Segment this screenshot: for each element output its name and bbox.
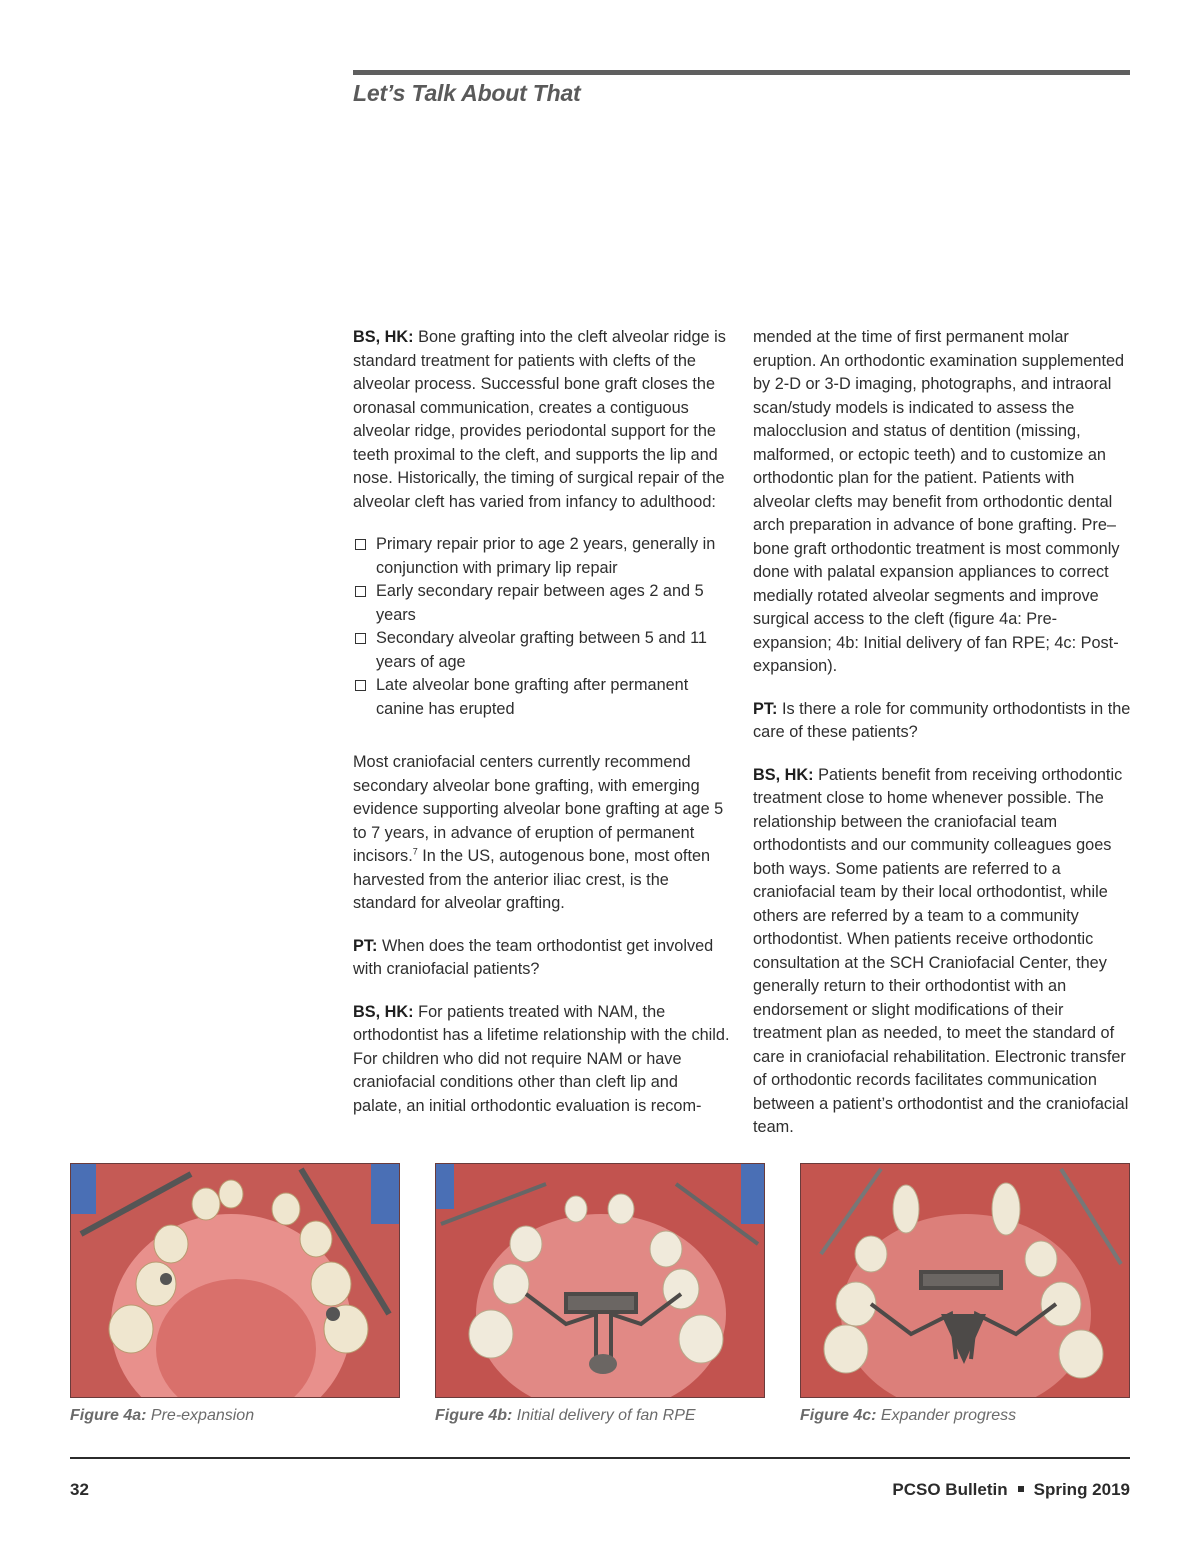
paragraph-text: Is there a role for community orthodontists in the care of these patients? (753, 699, 1131, 741)
caption-text: Expander progress (876, 1407, 1017, 1424)
list-item: Secondary alveolar grafting between 5 and 11 years of age (353, 627, 731, 674)
figure-label: Figure 4b: (435, 1407, 513, 1424)
paragraph-text: Patients benefit from receiving orthodontic treatment close to home whenever possible. The relationship between the craniofacial team orthodontists and our community colleagues goes both ways. Some patients are referred to a craniofacial team by their local orthodontist, while others are referred by a team to a community orthodontist. When patients receive orthodontic consultation at the SCH Craniofacial Center, they generally return to their orthodontist with an endorsement or slight modifications of their treatment plan as needed, to meet the standard of care in craniofacial rehabilitation. Electronic transfer of orthodontic records facilitates communication between a patient’s orthodontist and the craniofacial team. (753, 765, 1129, 1136)
paragraph-text: For patients treated with NAM, the orthodontist has a lifetime relationship with the child. For children who did not require NAM or have craniofacial conditions other than cleft lip and palate, an initial orthodontic evaluation is recom- (353, 1002, 730, 1115)
speaker-label: BS, HK: (353, 1002, 414, 1021)
separator-square-icon (1018, 1486, 1024, 1492)
publication-name: PCSO Bulletin (892, 1480, 1008, 1499)
list-item: Primary repair prior to age 2 years, generally in conjunction with primary lip repair (353, 533, 731, 580)
section-title: Let’s Talk About That (353, 80, 581, 106)
figure-label: Figure 4a: (70, 1407, 147, 1424)
paragraph (353, 935, 731, 982)
figure-4b (435, 1163, 765, 1425)
intraoral-photo-expander-progress (800, 1163, 1130, 1398)
figure-caption (70, 1407, 400, 1425)
intraoral-photo-pre-expansion (70, 1163, 400, 1398)
speaker-label: BS, HK: (753, 765, 814, 784)
speaker-label: PT: (353, 936, 378, 955)
list-item: Late alveolar bone grafting after permanent canine has erupted (353, 674, 731, 721)
paragraph (753, 764, 1131, 1140)
paragraph-text: In the US, autogenous bone, most often harvested from the anterior iliac crest, is the standard for alveolar grafting. (353, 847, 711, 912)
paragraph (353, 326, 731, 514)
list-item: Early secondary repair between ages 2 and 5 years (353, 580, 731, 627)
page-number: 32 (70, 1480, 89, 1499)
paragraph (353, 751, 731, 916)
right-column (753, 326, 1131, 1159)
footer-publication (892, 1480, 1130, 1500)
figure-4c (800, 1163, 1130, 1425)
paragraph (353, 1001, 731, 1119)
intraoral-photo-initial-delivery (435, 1163, 765, 1398)
reference-superscript: 7 (412, 846, 418, 857)
speaker-label: PT: (753, 699, 778, 718)
paragraph-text: mended at the time of first permanent molar eruption. An orthodontic examination supplemented by 2-D or 3-D imaging, photographs, and intraoral scan/study models is indicated to assess the malocclusion and status of dentition (missing, malformed, or ectopic teeth) and to customize an orthodontic plan for the patient. Patients with alveolar clefts may benefit from orthodontic dental arch preparation in advance of bone grafting. Pre–bone graft orthodontic treatment is most commonly done with palatal expansion appliances to correct medially rotated alveolar segments and improve surgical access to the cleft (figure 4a: Pre-expansion; 4b: Initial delivery of fan RPE; 4c: Post-expansion). (753, 328, 1125, 675)
left-column (353, 326, 731, 1137)
paragraph (753, 698, 1131, 745)
figure-caption (800, 1407, 1130, 1425)
paragraph (753, 326, 1131, 679)
caption-text: Initial delivery of fan RPE (512, 1407, 696, 1424)
figure-label: Figure 4c: (800, 1407, 877, 1424)
footer-rule (70, 1457, 1130, 1459)
paragraph-text: Bone grafting into the cleft alveolar ridge is standard treatment for patients with clefts of the alveolar process. Successful bone graft closes the oronasal communication, creates a contiguous alveolar ridge, provides periodontal support for the teeth proximal to the cleft, and supports the lip and nose. Historically, the timing of surgical repair of the alveolar cleft has varied from infancy to adulthood: (353, 328, 726, 511)
caption-text: Pre-expansion (146, 1407, 255, 1424)
speaker-label: BS, HK: (353, 328, 414, 346)
paragraph-text: Most craniofacial centers currently recommend secondary alveolar bone grafting, with emerging evidence supporting alveolar bone grafting at age 5 to 7 years, in advance of eruption of permanent incisors. (353, 753, 724, 865)
figure-caption (435, 1407, 765, 1425)
figure-4a (70, 1163, 400, 1425)
header-rule (353, 70, 1130, 75)
issue-date: Spring 2019 (1033, 1480, 1130, 1499)
paragraph-text: When does the team orthodontist get involved with craniofacial patients? (353, 936, 714, 978)
bullet-list (353, 533, 731, 721)
